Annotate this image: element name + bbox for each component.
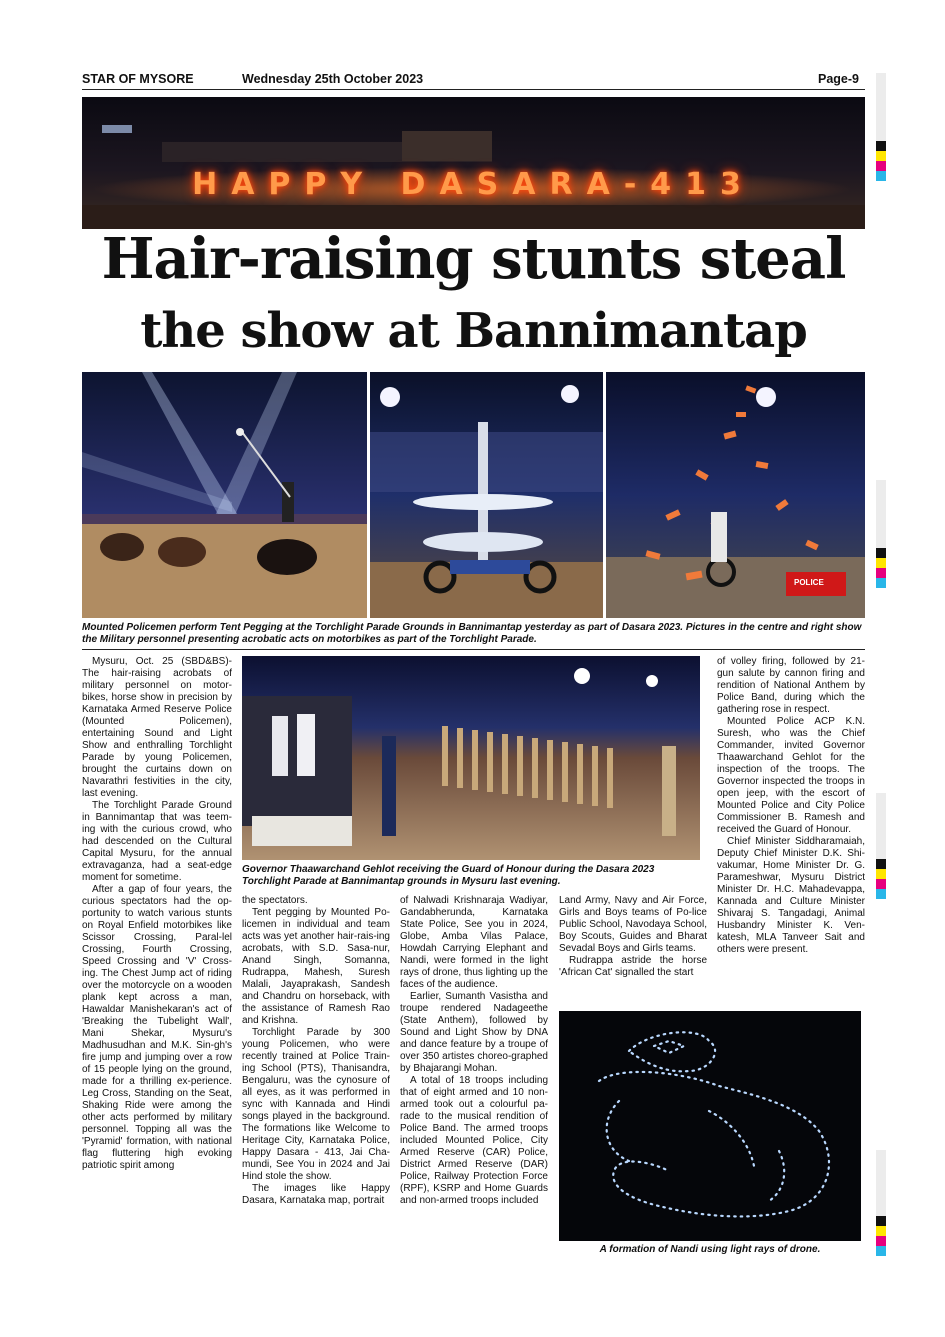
tent-pegging-photo [82, 372, 367, 618]
paragraph: the spectators. [242, 895, 308, 906]
page-number: Page-9 [818, 72, 859, 86]
paragraph: Mysuru, Oct. 25 (SBD&BS)- The hair-raising acrobats of military personnel on motor-bikes, horse show in precision by Karnataka Armed Reserve Police (Mounted Policemen), entertaining Sound and Light Show and enthralling Torchlight Parade by young Policemen, brought the curtains down on Navarathri festivities in the city, last evening. [82, 656, 232, 799]
paragraph: Mounted Police ACP K.N. Suresh, who was the Chief Commander, invited Governor Thaawarchand Gehlot for the inspection of the troops. The Governor inspected the troops in open jeep, with the escort of Mounted Police and City Police Commissioner B. Ramesh and received the Guard of Honour. [717, 716, 865, 835]
article-column-2 [242, 895, 390, 1270]
brick-jump-photo [606, 372, 865, 618]
article-column-1 [82, 656, 232, 1271]
pyramid-motorbike-photo [370, 372, 603, 618]
paragraph: of volley firing, followed by 21-gun salute by cannon firing and rendition of National Anthem by Police Band, during which the gathering rose in respect. [717, 656, 865, 715]
paragraph: The Torchlight Parade Ground in Bannimantap that was teem-ing with the curious crowd, who had descended on the Cultural Capital Mysuru, for the annual extravaganza, had a seat-edge moment for sometime. [82, 800, 232, 883]
paragraph: A total of 18 troops including that of eight armed and 10 non-armed took out a colourful pa-rade to the musical rendition of Police Band. The armed troops included Mounted Police, City Armed Reserve (CAR) Police, District Armed Reserve (DAR) Police, Railway Protection Force (RPF), KSRP and Home Guards and non-armed troops included [400, 1075, 548, 1206]
banner-light-text: HAPPY DASARA-413 [192, 167, 755, 202]
color-registration-bar [876, 1150, 886, 1256]
color-registration-bar [876, 73, 886, 181]
guard-of-honour-photo [242, 656, 700, 860]
paragraph: The images like Happy Dasara, Karnataka map, portrait [242, 1183, 390, 1206]
paragraph: of Nalwadi Krishnaraja Wadiyar, Gandabherunda, Karnataka State Police, See you in 2024, Globe, Amba Vilas Palace, Howdah Carrying Elephant and Nandi, were formed in the light rays of drone, thus lighting up the faces of the audience. [400, 895, 548, 990]
headline-line-2: the show at Bannimantap [140, 303, 807, 359]
header-rule [82, 89, 865, 90]
paragraph: Chief Minister Siddharamaiah, Deputy Chief Minister D.K. Shi-vakumar, Home Minister Dr. G. Parameshwar, Mysuru District Minister Dr. H.C. Mahadevappa, Kannada and Culture Minister Shivaraj S. Tangadagi, Animal Husbandry Minister K. Ven-katesh, MLA Tanveer Sait and others were present. [717, 836, 865, 955]
paragraph: Earlier, Sumanth Vasistha and troupe rendered Nadageethe (State Anthem), followed by Sound and Light Show by DNA and dance feature by a troupe of over 350 artistes choreo-graphed by Bhajarangi Mohan. [400, 991, 548, 1074]
article-column-5 [717, 656, 865, 1011]
drone-nandi-photo [559, 1011, 861, 1241]
paragraph: Land Army, Navy and Air Force, Girls and Boys teams of Po-lice Public School, Navodaya School, Boy Scouts, Guides and Bharat Sevadal Boys and Girls teams. [559, 895, 707, 954]
police-sign-text: POLICE [794, 578, 824, 587]
color-registration-bar [876, 480, 886, 588]
happy-dasara-lights-photo [82, 97, 865, 229]
center-photo-caption: Governor Thaawarchand Gehlot receiving the Guard of Honour during the Dasara 2023 Torchlight Parade at Bannimantap grounds in Mysuru last evening. [242, 864, 655, 887]
color-registration-bar [876, 793, 886, 899]
paragraph: After a gap of four years, the curious spectators had the op-portunity to watch various stunts on Royal Enfield motorbikes like Scissor Crossing, Paral-lel Crossing, Fourth Crossing, Speed Crossing and 'V' Cross-ing. The Chest Jump act of riding over the motorcycle on a wooden plank kept across a man, Hawaldar Manishekaran's act of 'Breaking the Tubelight Wall', Mani Shekar, Mysuru's Madhusudhan and M.K. Sin-gh's fire jump and jumping over a row of 15 people lying on the ground, made for a thrilling ex-perience. Leg Cross, Standing on the Seat, Shaking Ride were among the other acts performed by military personnel. Topping all was the 'Pyramid' formation, with national flag fluttering high evoking patriotic spirit among [82, 884, 232, 1171]
article-column-3 [400, 895, 548, 1270]
publication-name: STAR OF MYSORE [82, 72, 194, 86]
caption-rule [82, 649, 865, 650]
photos-caption: Mounted Policemen perform Tent Pegging at the Torchlight Parade Grounds in Bannimantap yesterday as part of Dasara 2023. Pictures in the centre and right show the Military personnel presenting acrobatic acts on motorbikes as part of the Torchlight Parade. [82, 622, 862, 645]
headline-line-1: Hair-raising stunts steal [101, 226, 846, 292]
paragraph: Torchlight Parade by 300 young Policemen, who were recently trained at Police Train-ing School (PTS), Thanisandra, Bengaluru, was the cynosure of all eyes, as it was performed in sync with Kannada and Hindi songs played in the background. The formations like Welcome to Heritage City, Karnataka Police, Happy Dasara - 413, Jai Cha-mundi, See You in 2024 and Jai Hind stole the show. [242, 1027, 390, 1182]
paragraph: Tent pegging by Mounted Po-licemen in individual and team acts was yet another hair-rais-ing acrobats, with S.D. Sasa-nur, Anand Singh, Somanna, Rudrappa, Mahesh, Suresh Malali, Jayaprakash, Sandesh and Chandru on horseback, with the assistance of Ramesh Rao and Krishna. [242, 907, 390, 1026]
drone-caption: A formation of Nandi using light rays of drone. [599, 1244, 821, 1255]
article-column-4 [559, 895, 707, 1010]
paragraph: Rudrappa astride the horse 'African Cat' signalled the start [559, 955, 707, 978]
issue-date: Wednesday 25th October 2023 [242, 72, 424, 86]
